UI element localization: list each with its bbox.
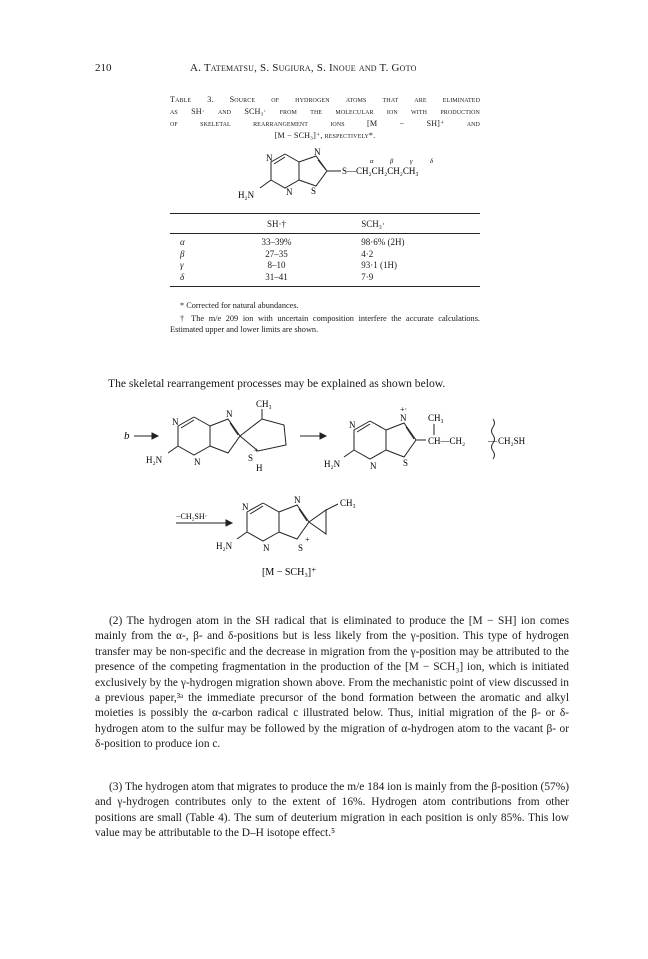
table-row [170,272,480,287]
amino-label: H₂N [238,190,255,200]
radical-cation-mark: +· [400,405,408,414]
table-structure-diagram [230,146,470,206]
butylthio-chain: S—CH₂CH₂CH₂CH₃ [342,166,419,176]
atom-label: S [311,186,317,196]
table-caption [170,94,480,142]
atom-label: N [349,420,356,430]
atom-label: N [226,409,233,419]
atom-label: N [286,187,293,197]
atom-label: N [294,495,301,505]
atom-label: S [298,543,304,553]
table-header-row [170,214,480,234]
position-cell: β [180,248,185,259]
greek-delta: δ [430,158,434,165]
sh-cell: 31–41 [230,272,323,287]
chain-label: — [488,436,497,446]
amino-label: H₂N [146,455,163,465]
column-header [170,214,230,234]
amino-label: H₂N [216,541,233,551]
greek-gamma: γ [410,158,413,165]
radical-cation-n: N [400,413,407,423]
charge-label: + [305,535,310,544]
atom-label: S [403,458,409,468]
chain-label: CH—CH₂ [428,436,466,446]
amino-label: H₂N [324,459,341,469]
sch3-cell: 98·6% (2H) [361,237,405,247]
paragraph-2: (2) The hydrogen atom in the SH radical that is eliminated to produce the [M − SH] ion comes mainly from the α-, β- and δ-positions but is less likely from the γ-position. This type of hydrogen transfer may be non-specific and the decrease in migration from the γ-position may be attributed to the presence of the competing fragmentation in the production of the [M − SCH₃] ion, which is initiated exclusively by the γ-hydrogen migration shown above. From the mechanistic point of view discussed in a previous paper,³ᵃ the immediate precursor of the bond formation between the aromatic and alkyl moieties is possibly the α-carbon radical c illustrated below. Thus, initial migration of the β- or δ-hydrogen atom to the sulfur may be followed by the migration of α-hydrogen atom to the vacant β- or δ-position to produce ion c. [95,615,569,751]
atom-label: N [172,417,179,427]
sch3-cell: 93·1 (1H) [361,260,397,270]
table-row [170,249,480,261]
atom-label: N [370,461,377,471]
reaction-scheme [0,395,648,595]
ion-label-b: b [124,430,130,442]
caption-line: of skeletal rearrangement ions [M − SH]⁺ and [170,119,480,128]
footnote: † The m/e 209 ion with uncertain composition interfere the accurate calculations. Estimated upper and lower limits are shown. [170,314,480,334]
product-label: [M − SCH₃]⁺ [262,567,317,578]
caption-line: [M − SCH₃]⁺, respectively*. [274,131,376,140]
table-row [170,234,480,249]
column-header: SCH₃· [323,214,480,234]
loss-label: −CH₂SH· [176,512,208,521]
ch2sh-label: CH₂SH [498,436,526,446]
sch3-cell: 7·9 [323,272,480,287]
atom-label: N [266,153,273,163]
greek-beta: β [390,158,394,165]
running-header-authors: A. Tatematsu, S. Sugiura, S. Inoue and T. Goto [190,62,417,74]
atom-label: N [314,147,321,157]
table-3 [170,213,480,287]
sh-cell: 33–39% [261,237,292,247]
lead-sentence: The skeletal rearrangement processes may be explained as shown below. [108,377,446,390]
position-cell: α [180,237,185,247]
table-row [170,260,480,272]
position-cell: δ [170,272,230,287]
column-header: SH·† [230,214,323,234]
charge-label: + [254,446,259,455]
greek-alpha: α [370,158,374,165]
methyl-label: CH₃ [428,413,444,423]
methyl-label: CH₃ [340,498,356,508]
atom-label: N [263,543,270,553]
position-cell: γ [180,260,184,270]
footnote: * Corrected for natural abundances. [180,301,299,310]
methyl-label: CH₃ [256,399,272,409]
atom-label: N [242,502,249,512]
page-number: 210 [95,62,112,74]
caption-line: as SH· and SCH₃· from the molecular ion with production [170,107,480,116]
atom-label: H [256,463,263,473]
atom-label: N [194,457,201,467]
sch3-cell: 4·2 [361,248,374,259]
atom-label: S [248,453,254,463]
sh-cell: 8–10 [267,260,286,270]
caption-line: Table 3. Source of hydrogen atoms that are eliminated [170,95,480,104]
paragraph-3: (3) The hydrogen atom that migrates to produce the m/e 184 ion is mainly from the β-position (57%) and γ-hydrogen contributes only to the extent of 16%. Hydrogen atom contributions from other positions are small (Table 4). The sum of deuterium migration in each position is only 85%. This low value may be attributable to the D–H isotope effect.⁵ [95,781,569,840]
sh-cell: 27–35 [265,248,288,259]
